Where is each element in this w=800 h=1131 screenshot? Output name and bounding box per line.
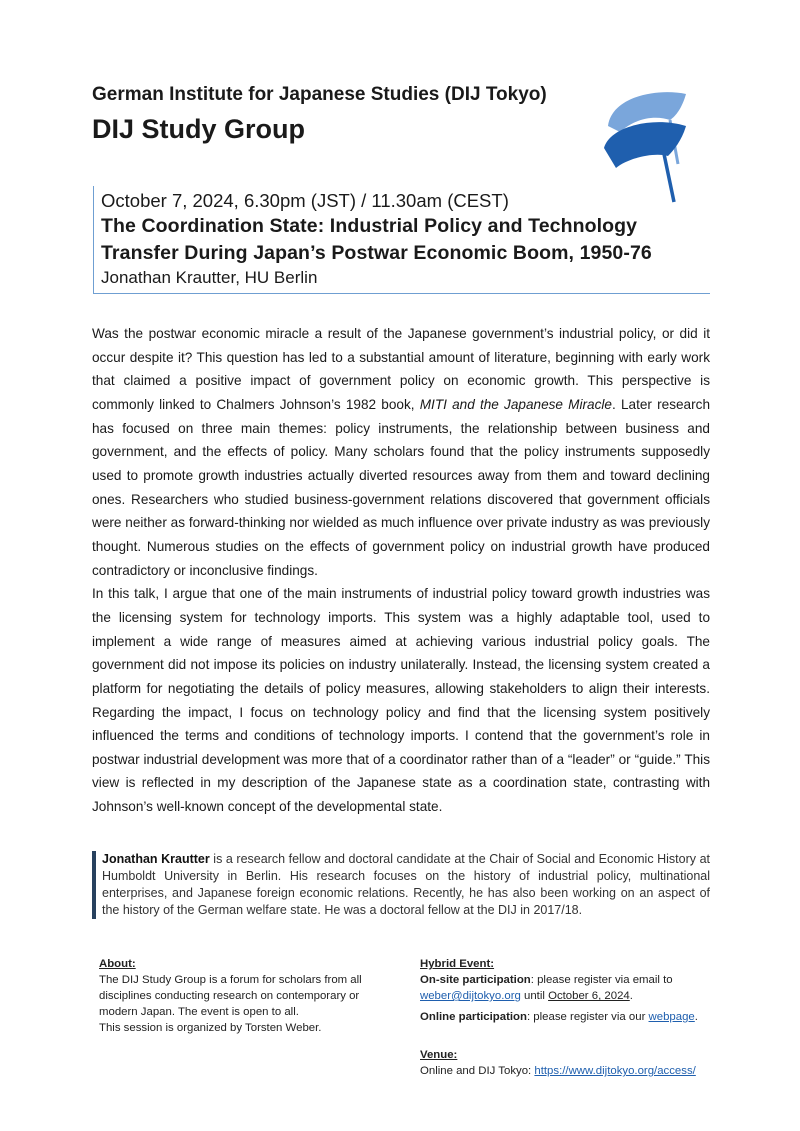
email-link[interactable]: weber@dijtokyo.org [420, 990, 521, 1002]
speaker-bio [92, 851, 710, 919]
speaker: Jonathan Krautter, HU Berlin [101, 268, 318, 287]
venue-heading: Venue: [420, 1049, 458, 1061]
online-participation: Online participation: please register via our webpage. [420, 1011, 698, 1023]
group-title: DIJ Study Group [92, 114, 306, 144]
bio-text: is a research fellow and doctoral candidate at the Chair of Social and Economic History at Humboldt University in Berlin. His research focuses on the history of industrial policy, multinational enterprises, and Japanese foreign economic relations. Recently, he has also been working on an aspect of the history of the German welfare state. He was a doctoral fellow at the DIJ in 2017/18. [102, 852, 711, 917]
onsite-participation: On-site participation: please register via email to weber@dijtokyo.org until October 6, 2024. [420, 974, 673, 1002]
event-date: October 7, 2024, 6.30pm (JST) / 11.30am (CEST) [101, 190, 509, 211]
about-section [99, 956, 389, 1036]
registration-deadline: October 6, 2024 [548, 990, 630, 1002]
about-heading: About: [99, 958, 136, 970]
hybrid-heading: Hybrid Event: [420, 958, 495, 970]
talk-title-line-2: Transfer During Japan’s Postwar Economic Boom, 1950-76 [101, 242, 652, 264]
webpage-link[interactable]: webpage [648, 1011, 695, 1023]
about-text: The DIJ Study Group is a forum for scholars from all disciplines conducting research on contemporary or modern Japan. The event is open to all. [99, 974, 362, 1018]
abstract [92, 322, 710, 819]
bio-name: Jonathan Krautter [102, 852, 210, 866]
venue-text: Online and DIJ Tokyo: https://www.dijtokyo.org/access/ [420, 1065, 696, 1077]
talk-title-line-1: The Coordination State: Industrial Policy and Technology [101, 215, 638, 237]
abstract-paragraph-2: In this talk, I argue that one of the main instruments of industrial policy toward growth industries was the licensing system for technology imports. This system was a highly adaptable tool, used to implement a wide range of measures aimed at achieving various industrial policy goals. The government did not impose its policies on industry unilaterally. Instead, the licensing system created a platform for negotiating the details of policy measures, allowing stakeholders to align their interests. Regarding the impact, I focus on technology policy and find that the licensing system positively influenced the terms and conditions of technology imports. I contend that the government’s role in postwar industrial development was more that of a coordinator rather than of a “leader” or “guide.” This view is reflected in my description of the Japanese state as a coordination state, contrasting with Johnson’s well-known concept of the developmental state. [92, 586, 710, 815]
abstract-paragraph-1: Was the postwar economic miracle a result of the Japanese government’s industrial policy, or did it occur despite it? This question has led to a substantial amount of literature, beginning with early work that claimed a positive impact of government policy on economic growth. This perspective is commonly linked to Chalmers Johnson’s 1982 book, MITI and the Japanese Miracle. Later research has focused on three main themes: policy instruments, the relationship between business and government, and the effects of policy. Many scholars found that the policy instruments supposedly used to promote growth industries actually diverted resources away from them and toward declining ones. Researchers who studied business-government relations discovered that government officials were neither as forward-thinking nor wielded as much influence over private industry as was previously thought. Numerous studies on the effects of government policy on industrial growth have produced contradictory or inconclusive findings. [92, 326, 710, 578]
about-organizer: This session is organized by Torsten Weber. [99, 1022, 322, 1034]
hybrid-event-section [420, 956, 720, 1079]
venue-access-link[interactable]: https://www.dijtokyo.org/access/ [534, 1065, 696, 1077]
book-title: MITI and the Japanese Miracle [419, 396, 612, 412]
institute-name: German Institute for Japanese Studies (DIJ Tokyo) [92, 84, 547, 105]
event-header-box [93, 186, 710, 294]
